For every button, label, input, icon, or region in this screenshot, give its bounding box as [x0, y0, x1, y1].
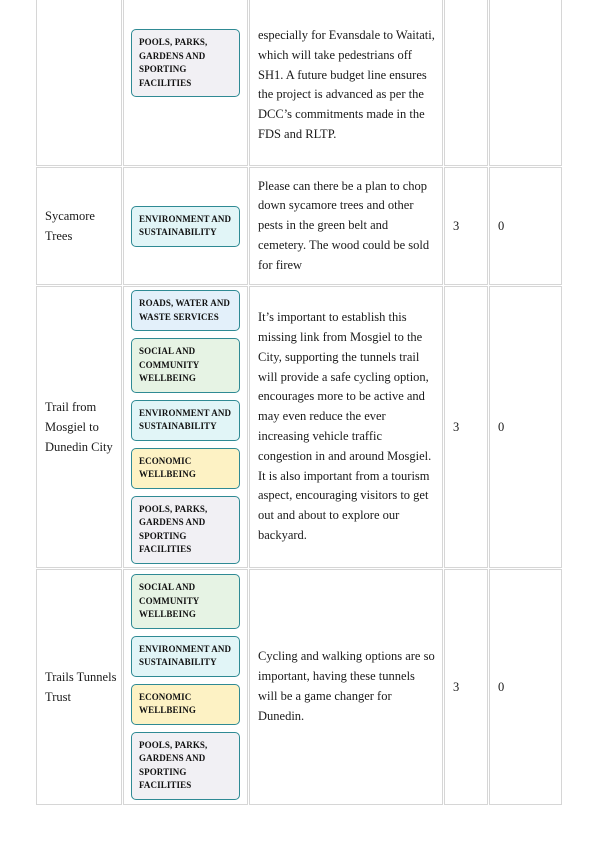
- topic-tags-cell: [123, 286, 248, 568]
- count-value: 0: [498, 419, 505, 434]
- submitter-name-cell: [36, 286, 122, 568]
- topic-tag-roads: ROADS, WATER AND WASTE SERVICES: [131, 290, 240, 331]
- comment-text: especially for Evansdale to Waitati, which will take pedestrians off SH1. A future budget line ensures the project is advanced as per the DCC’s commitments made in the FDS and RLTP.: [258, 28, 435, 141]
- comment-cell: [249, 167, 443, 285]
- topic-tag-social: SOCIAL AND COMMUNITY WELLBEING: [131, 574, 240, 629]
- submitter-name: Trails Tunnels Trust: [45, 670, 117, 704]
- count-cell: [489, 0, 562, 166]
- topic-tag-environment: ENVIRONMENT AND SUSTAINABILITY: [131, 400, 240, 441]
- table-row: [36, 0, 562, 166]
- comment-cell: [249, 569, 443, 805]
- count-value: 3: [453, 419, 460, 434]
- submitter-name-cell: [36, 167, 122, 285]
- count-value: 3: [453, 218, 460, 233]
- submitter-name-cell: [36, 0, 122, 166]
- count-cell: [489, 286, 562, 568]
- comment-cell: [249, 286, 443, 568]
- topic-tags-cell: [123, 569, 248, 805]
- topic-tag-pools: POOLS, PARKS, GARDENS AND SPORTING FACILITIES: [131, 29, 240, 97]
- submitter-name: Trail from Mosgiel to Dunedin City: [45, 400, 113, 454]
- comment-cell: [249, 0, 443, 166]
- table-row: [36, 569, 562, 805]
- count-value: 0: [498, 218, 505, 233]
- topic-tags-cell: [123, 0, 248, 166]
- topic-tag-environment: ENVIRONMENT AND SUSTAINABILITY: [131, 636, 240, 677]
- count-value: 0: [498, 679, 505, 694]
- count-cell: [489, 569, 562, 805]
- table-row: [36, 286, 562, 568]
- topic-tag-economic: ECONOMIC WELLBEING: [131, 684, 240, 725]
- count-cell: [444, 167, 488, 285]
- count-value: 3: [453, 679, 460, 694]
- comment-text: Cycling and walking options are so important, having these tunnels will be a game changer for Dunedin.: [258, 649, 435, 723]
- submitter-name-cell: [36, 569, 122, 805]
- count-cell: [489, 167, 562, 285]
- topic-tags-cell: [123, 167, 248, 285]
- count-cell: [444, 569, 488, 805]
- count-cell: [444, 0, 488, 166]
- comment-text: It’s important to establish this missing link from Mosgiel to the City, supporting the tunnels trail will provide a safe cycling option, encourages more to be active and may even reduce the ever increasing vehicle traffic congestion in and around Mosgiel. It is also important from a tourism aspect, encouraging visitors to get out and about to explore our backyard.: [258, 310, 432, 542]
- topic-tag-environment: ENVIRONMENT AND SUSTAINABILITY: [131, 206, 240, 247]
- comment-text: Please can there be a plan to chop down sycamore trees and other pests in the green belt and cemetery. The wood could be sold for firew: [258, 178, 430, 272]
- topic-tag-pools: POOLS, PARKS, GARDENS AND SPORTING FACILITIES: [131, 732, 240, 800]
- count-cell: [444, 286, 488, 568]
- topic-tag-pools: POOLS, PARKS, GARDENS AND SPORTING FACILITIES: [131, 496, 240, 564]
- table-row: [36, 167, 562, 285]
- submitter-name: Sycamore Trees: [45, 209, 95, 243]
- topic-tag-social: SOCIAL AND COMMUNITY WELLBEING: [131, 338, 240, 393]
- topic-tag-economic: ECONOMIC WELLBEING: [131, 448, 240, 489]
